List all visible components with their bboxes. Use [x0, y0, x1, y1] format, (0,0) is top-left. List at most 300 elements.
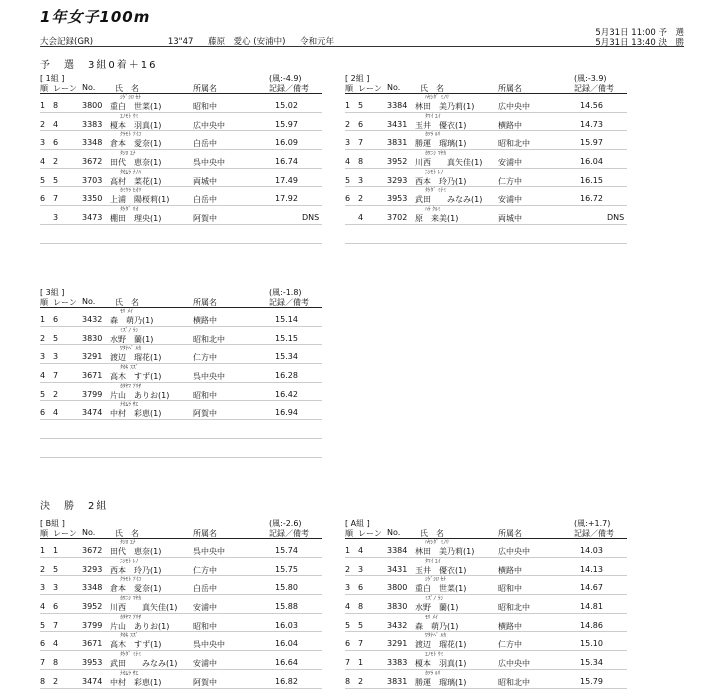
- athlete-name: 榎本 羽真(1): [415, 659, 467, 669]
- bib-number: 3953: [387, 194, 408, 204]
- lane-cell: 3: [358, 175, 364, 185]
- heat-label: [ 1組 ]: [40, 74, 65, 83]
- athlete-name: 中村 彩恵(1): [110, 409, 162, 419]
- lane-cell: 7: [358, 639, 364, 649]
- table-row: [345, 595, 627, 614]
- time-result: 14.03: [580, 546, 603, 555]
- lane-cell: 6: [358, 119, 364, 129]
- time-result: 14.56: [580, 101, 603, 110]
- rank-cell: 4: [40, 602, 46, 612]
- rank-cell: 2: [40, 333, 46, 343]
- affiliation: 仁方中: [498, 640, 522, 650]
- empty-row: [345, 225, 627, 244]
- col-affiliation-header: 所属名: [193, 529, 217, 538]
- lane-cell: 4: [358, 213, 364, 223]
- rank-cell: 4: [345, 602, 351, 612]
- table-row: [40, 327, 322, 346]
- name-furigana: ｶﾀﾔﾏ ｱﾘｻ: [120, 383, 141, 390]
- wind-reading: (風:-3.9): [574, 74, 607, 83]
- name-furigana: ｶﾂﾗ ﾙﾘ: [425, 132, 441, 139]
- bib-number: 3830: [82, 333, 103, 343]
- bib-number: 3952: [82, 602, 103, 612]
- rank-cell: 3: [40, 138, 46, 148]
- time-result: 15.10: [580, 639, 603, 649]
- col-lane-header: レーン: [358, 84, 382, 93]
- affiliation: 仁方中: [193, 565, 217, 575]
- bib-number: 3672: [82, 546, 103, 555]
- athlete-name: 高木 すず(1): [110, 640, 162, 650]
- wind-reading: (風:-1.8): [269, 288, 302, 297]
- table-row: [40, 169, 322, 188]
- rank-cell: 3: [40, 583, 46, 593]
- col-affiliation-header: 所属名: [498, 84, 522, 93]
- affiliation: 昭和北中: [498, 677, 530, 687]
- name-furigana: ｸﾗﾓﾄ ｱｲｺ: [120, 577, 141, 584]
- affiliation: 安浦中: [193, 603, 217, 613]
- time-result: 15.80: [275, 583, 298, 593]
- athlete-name: 林田 美乃莉(1): [415, 102, 475, 111]
- rank-cell: 5: [345, 620, 351, 630]
- name-furigana: ﾅｶﾑﾗ ｻｴ: [120, 670, 139, 677]
- rank-cell: 4: [40, 157, 46, 167]
- name-furigana: ﾊﾗ ｸﾙﾐ: [425, 207, 441, 214]
- lane-cell: 4: [53, 119, 59, 129]
- table-header: [40, 287, 322, 308]
- bib-number: 3432: [387, 620, 408, 630]
- header-divider: [40, 46, 684, 47]
- rank-cell: 3: [345, 138, 351, 148]
- table-header: [40, 73, 322, 94]
- athlete-name: 武田 みなみ(1): [110, 659, 178, 669]
- athlete-name: 倉本 愛奈(1): [110, 584, 162, 594]
- lane-cell: 2: [53, 676, 59, 686]
- heat-label: [ 2組 ]: [345, 74, 370, 83]
- lane-cell: 3: [53, 583, 59, 593]
- table-row: [40, 614, 322, 633]
- time-result: 15.75: [275, 564, 298, 574]
- affiliation: 仁方中: [193, 353, 217, 363]
- time-result: 15.79: [580, 676, 603, 686]
- rank-cell: 8: [40, 676, 46, 686]
- time-result: 16.82: [275, 676, 298, 686]
- bib-number: 3350: [82, 194, 103, 204]
- athlete-name: 田代 恵奈(1): [110, 158, 162, 168]
- time-result: 15.02: [275, 101, 298, 110]
- table-row: [345, 206, 627, 225]
- heat-label: [ A組 ]: [345, 519, 370, 528]
- lane-cell: 5: [358, 101, 364, 110]
- wind-reading: (風:-2.6): [269, 519, 302, 528]
- athlete-name: 田代 恵奈(1): [110, 547, 162, 556]
- name-furigana: ﾐｽﾞﾉ ﾗﾝ: [120, 327, 139, 334]
- time-result: 15.88: [275, 602, 298, 612]
- col-rank-header: 順: [345, 529, 353, 538]
- col-no-header: No.: [82, 528, 96, 537]
- name-furigana: ﾀｼﾛ ｴﾅ: [120, 151, 136, 158]
- name-furigana: ｸﾗﾓﾄ ｱｲｺ: [120, 132, 141, 139]
- heat-table: [40, 287, 322, 458]
- time-result: 16.94: [275, 408, 298, 418]
- time-result: 16.28: [275, 371, 298, 381]
- time-result: 14.81: [580, 602, 603, 612]
- lane-cell: 5: [53, 564, 59, 574]
- bib-number: 3672: [82, 157, 103, 167]
- lane-cell: 1: [358, 658, 364, 668]
- col-lane-header: レーン: [53, 529, 77, 538]
- lane-cell: 7: [358, 138, 364, 148]
- affiliation: 広中央中: [193, 120, 225, 130]
- table-row: [345, 539, 627, 558]
- name-furigana: ｶﾂﾗ ﾙﾘ: [425, 670, 441, 677]
- rank-cell: 4: [40, 371, 46, 381]
- table-row: [345, 187, 627, 206]
- table-row: [345, 150, 627, 169]
- col-record-header: 記録／備考: [574, 84, 614, 93]
- affiliation: 呉中央中: [193, 640, 225, 650]
- name-furigana: ﾀｹﾀﾞ ﾐﾅﾐ: [120, 652, 141, 659]
- col-no-header: No.: [387, 83, 401, 92]
- athlete-name: 西本 玲乃(1): [110, 565, 162, 575]
- col-rank-header: 順: [40, 529, 48, 538]
- table-row: [40, 558, 322, 577]
- athlete-name: 川西 真矢佳(1): [110, 603, 178, 613]
- section-title-final: 決 勝 2組: [40, 501, 109, 512]
- table-row: [40, 670, 322, 689]
- bib-number: 3800: [387, 583, 408, 593]
- col-record-header: 記録／備考: [574, 529, 614, 538]
- bib-number: 3953: [82, 658, 103, 668]
- heat-label: [ B組 ]: [40, 519, 65, 528]
- empty-row: [40, 420, 322, 439]
- wind-reading: (風:+1.7): [574, 519, 611, 528]
- name-furigana: ｼｹﾞｼﾛ ｾﾅ: [425, 577, 446, 584]
- name-furigana: ﾆｼﾓﾄ ﾚﾉ: [120, 558, 139, 565]
- athlete-name: 林田 美乃莉(1): [415, 547, 475, 556]
- rank-cell: 2: [345, 564, 351, 574]
- name-furigana: ｶﾜﾆｼ ﾏﾔｶ: [425, 151, 446, 158]
- athlete-name: 森 萌乃(1): [110, 316, 154, 325]
- schedule-label: 決 勝: [658, 38, 684, 48]
- athlete-name: 棚田 理央(1): [110, 214, 162, 224]
- lane-cell: 5: [358, 620, 364, 630]
- schedule-time: 11:00: [631, 28, 656, 38]
- col-record-header: 記録／備考: [269, 298, 309, 307]
- lane-cell: 3: [53, 213, 59, 223]
- name-furigana: ﾀｶﾑﾗ ﾅﾉﾊ: [120, 169, 141, 176]
- name-furigana: ｶﾀﾔﾏ ｱﾘｻ: [120, 614, 141, 621]
- col-rank-header: 順: [345, 84, 353, 93]
- time-result: 16.64: [275, 658, 298, 668]
- affiliation: 横路中: [498, 120, 522, 130]
- rank-cell: 3: [345, 583, 351, 593]
- col-lane-header: レーン: [53, 84, 77, 93]
- time-result: 16.04: [580, 157, 603, 167]
- name-furigana: ﾀｹﾀﾞ ﾘｵ: [120, 207, 139, 214]
- table-header: [345, 518, 627, 539]
- affiliation: 昭和中: [193, 390, 217, 400]
- rank-cell: 8: [345, 676, 351, 686]
- affiliation: 安浦中: [193, 659, 217, 669]
- table-row: [40, 651, 322, 670]
- col-record-header: 記録／備考: [269, 84, 309, 93]
- time-result: 16.03: [275, 620, 298, 630]
- col-no-header: No.: [387, 528, 401, 537]
- time-result: 15.97: [275, 119, 298, 129]
- athlete-name: 渡辺 瑠花(1): [110, 353, 162, 363]
- name-furigana: ﾜﾀﾅﾍﾞ ﾙｶ: [120, 346, 141, 353]
- affiliation: 昭和中: [193, 621, 217, 631]
- affiliation: 白岳中: [193, 584, 217, 594]
- affiliation: 呉中央中: [193, 547, 225, 556]
- athlete-name: 上浦 陽桜莉(1): [110, 195, 170, 205]
- col-affiliation-header: 所属名: [498, 529, 522, 538]
- schedule-time: 13:40: [631, 38, 656, 48]
- table-row: [345, 670, 627, 689]
- name-furigana: ﾀｹﾀﾞ ﾐﾅﾐ: [425, 188, 446, 195]
- time-result: 16.74: [275, 157, 298, 167]
- lane-cell: 7: [53, 371, 59, 381]
- col-affiliation-header: 所属名: [193, 298, 217, 307]
- affiliation: 横路中: [498, 565, 522, 575]
- heat-label: [ 3組 ]: [40, 288, 65, 297]
- bib-number: 3799: [82, 620, 103, 630]
- rank-cell: 5: [40, 620, 46, 630]
- table-row: [345, 131, 627, 150]
- affiliation: 横路中: [498, 621, 522, 631]
- bib-number: 3293: [387, 175, 408, 185]
- table-row: [345, 94, 627, 113]
- name-furigana: ﾓﾘ ﾒｲ: [425, 614, 438, 621]
- lane-cell: 8: [53, 101, 59, 110]
- time-result: 15.74: [275, 546, 298, 555]
- affiliation: 白岳中: [193, 139, 217, 149]
- time-result: 15.34: [275, 352, 298, 362]
- heat-table: [40, 73, 322, 244]
- affiliation: 広中央中: [498, 547, 530, 556]
- affiliation: 昭和北中: [498, 139, 530, 149]
- affiliation: 広中央中: [498, 659, 530, 669]
- athlete-name: 片山 ありお(1): [110, 621, 170, 631]
- name-furigana: ｼｹﾞｼﾛ ｾﾅ: [120, 95, 141, 101]
- bib-number: 3348: [82, 583, 103, 593]
- heat-table: [345, 518, 627, 689]
- name-furigana: ｶﾜﾆｼ ﾏﾔｶ: [120, 596, 141, 603]
- affiliation: 両城中: [193, 176, 217, 186]
- col-name-header: 氏 名: [420, 84, 444, 93]
- table-row: [40, 364, 322, 383]
- lane-cell: 6: [358, 583, 364, 593]
- lane-cell: 2: [358, 194, 364, 204]
- table-row: [40, 206, 322, 225]
- athlete-name: 榎本 羽真(1): [110, 120, 162, 130]
- bib-number: 3831: [387, 138, 408, 148]
- bib-number: 3383: [387, 658, 408, 668]
- col-no-header: No.: [82, 297, 96, 306]
- affiliation: 両城中: [498, 214, 522, 224]
- athlete-name: 水野 蘭(1): [415, 603, 459, 613]
- name-furigana: ﾜﾀﾅﾍﾞ ﾙｶ: [425, 633, 446, 640]
- table-row: [345, 113, 627, 132]
- col-affiliation-header: 所属名: [193, 84, 217, 93]
- rank-cell: 1: [40, 101, 46, 110]
- athlete-name: 玉井 優衣(1): [415, 565, 467, 575]
- rank-cell: 1: [40, 546, 46, 555]
- bib-number: 3474: [82, 408, 103, 418]
- time-result: 15.14: [275, 315, 298, 324]
- rank-cell: 6: [345, 639, 351, 649]
- rank-cell: 2: [40, 564, 46, 574]
- name-furigana: ｴﾉﾓﾄ ｳﾐ: [425, 652, 444, 659]
- schedule-label: 予 選: [658, 28, 684, 38]
- time-result: 14.13: [580, 564, 603, 574]
- table-row: [40, 383, 322, 402]
- bib-number: 3702: [387, 213, 408, 223]
- rank-cell: 6: [40, 194, 46, 204]
- athlete-name: 森 萌乃(1): [415, 621, 459, 631]
- affiliation: 白岳中: [193, 195, 217, 205]
- table-row: [40, 576, 322, 595]
- athlete-name: 重白 世菜(1): [415, 584, 467, 594]
- rank-cell: 1: [40, 315, 46, 324]
- affiliation: 呉中央中: [193, 158, 225, 168]
- table-row: [40, 94, 322, 113]
- table-row: [345, 632, 627, 651]
- athlete-name: 勝運 瑠璃(1): [415, 677, 467, 687]
- affiliation: 横路中: [193, 316, 217, 325]
- name-furigana: ｶﾐｳﾗ ﾋｵﾘ: [120, 188, 141, 195]
- affiliation: 呉中央中: [193, 372, 225, 382]
- lane-cell: 8: [358, 157, 364, 167]
- bib-number: 3432: [82, 315, 103, 324]
- lane-cell: 5: [53, 175, 59, 185]
- table-row: [345, 576, 627, 595]
- name-furigana: ﾀﾏｲ ﾕｲ: [425, 558, 441, 565]
- record-label: 大会記録(GR): [40, 37, 94, 47]
- table-row: [40, 308, 322, 327]
- affiliation: 昭和北中: [193, 334, 225, 344]
- bib-number: 3431: [387, 564, 408, 574]
- bib-number: 3799: [82, 389, 103, 399]
- record-holder: 藤原 愛心 (安浦中): [208, 37, 286, 47]
- lane-cell: 5: [53, 333, 59, 343]
- rank-cell: 6: [40, 639, 46, 649]
- athlete-name: 勝運 瑠璃(1): [415, 139, 467, 149]
- affiliation: 安浦中: [498, 158, 522, 168]
- lane-cell: 3: [358, 564, 364, 574]
- lane-cell: 4: [53, 639, 59, 649]
- affiliation: 安浦中: [498, 195, 522, 205]
- rank-cell: 1: [345, 546, 351, 555]
- name-furigana: ﾀﾏｲ ﾕｲ: [425, 113, 441, 120]
- name-furigana: ﾊﾔｼﾀﾞ ﾐﾉﾘ: [425, 540, 449, 546]
- table-row: [40, 187, 322, 206]
- athlete-name: 武田 みなみ(1): [415, 195, 483, 205]
- col-name-header: 氏 名: [420, 529, 444, 538]
- bib-number: 3473: [82, 213, 103, 223]
- table-row: [40, 113, 322, 132]
- affiliation: 仁方中: [498, 176, 522, 186]
- athlete-name: 渡辺 瑠花(1): [415, 640, 467, 650]
- rank-cell: 3: [40, 352, 46, 362]
- lane-cell: 7: [53, 620, 59, 630]
- athlete-name: 水野 蘭(1): [110, 334, 154, 344]
- bib-number: 3952: [387, 157, 408, 167]
- athlete-name: 原 来美(1): [415, 214, 459, 224]
- bib-number: 3348: [82, 138, 103, 148]
- lane-cell: 4: [53, 408, 59, 418]
- rank-cell: 1: [345, 101, 351, 110]
- bib-number: 3703: [82, 175, 103, 185]
- bib-number: 3831: [387, 676, 408, 686]
- col-name-header: 氏 名: [115, 298, 139, 307]
- lane-cell: 2: [53, 157, 59, 167]
- athlete-name: 西本 玲乃(1): [415, 176, 467, 186]
- name-furigana: ﾐｽﾞﾉ ﾗﾝ: [425, 596, 444, 603]
- heat-table: [345, 73, 627, 244]
- name-furigana: ﾊﾔｼﾀﾞ ﾐﾉﾘ: [425, 95, 449, 101]
- name-furigana: ﾆｼﾓﾄ ﾚﾉ: [425, 169, 444, 176]
- athlete-name: 片山 ありお(1): [110, 390, 170, 400]
- record-year: 令和元年: [300, 37, 335, 47]
- result-note: DNS: [302, 213, 320, 223]
- time-result: 15.15: [275, 333, 298, 343]
- time-result: 17.49: [275, 175, 298, 185]
- table-row: [345, 614, 627, 633]
- record-time: 13"47: [167, 37, 194, 47]
- rank-cell: 2: [40, 119, 46, 129]
- rank-cell: 4: [345, 157, 351, 167]
- time-result: 16.42: [275, 389, 298, 399]
- lane-cell: 6: [53, 602, 59, 612]
- affiliation: 阿賀中: [193, 409, 217, 419]
- col-rank-header: 順: [40, 84, 48, 93]
- table-row: [40, 539, 322, 558]
- col-no-header: No.: [82, 83, 96, 92]
- page-title: 1年女子100m: [40, 8, 151, 26]
- name-furigana: ﾀｶｷ ｽｽﾞ: [120, 365, 139, 372]
- table-row: [40, 401, 322, 420]
- table-row: [40, 131, 322, 150]
- lane-cell: 1: [53, 546, 59, 555]
- time-result: 16.04: [275, 639, 298, 649]
- time-result: 14.67: [580, 583, 603, 593]
- heat-table: [40, 518, 322, 689]
- table-header: [345, 73, 627, 94]
- bib-number: 3384: [387, 101, 408, 110]
- lane-cell: 8: [53, 658, 59, 668]
- col-name-header: 氏 名: [115, 529, 139, 538]
- athlete-name: 中村 彩恵(1): [110, 677, 162, 687]
- bib-number: 3384: [387, 546, 408, 555]
- bib-number: 3800: [82, 101, 103, 110]
- affiliation: 阿賀中: [193, 677, 217, 687]
- athlete-name: 倉本 愛奈(1): [110, 139, 162, 149]
- bib-number: 3431: [387, 119, 408, 129]
- time-result: 14.86: [580, 620, 603, 630]
- athlete-name: 高村 菜花(1): [110, 176, 162, 186]
- bib-number: 3474: [82, 676, 103, 686]
- lane-cell: 2: [358, 676, 364, 686]
- col-name-header: 氏 名: [115, 84, 139, 93]
- time-result: 17.92: [275, 194, 298, 204]
- affiliation: 阿賀中: [193, 214, 217, 224]
- bib-number: 3671: [82, 371, 103, 381]
- affiliation: 昭和中: [193, 102, 217, 111]
- athlete-name: 高木 すず(1): [110, 372, 162, 382]
- bib-number: 3830: [387, 602, 408, 612]
- empty-row: [40, 439, 322, 458]
- bib-number: 3293: [82, 564, 103, 574]
